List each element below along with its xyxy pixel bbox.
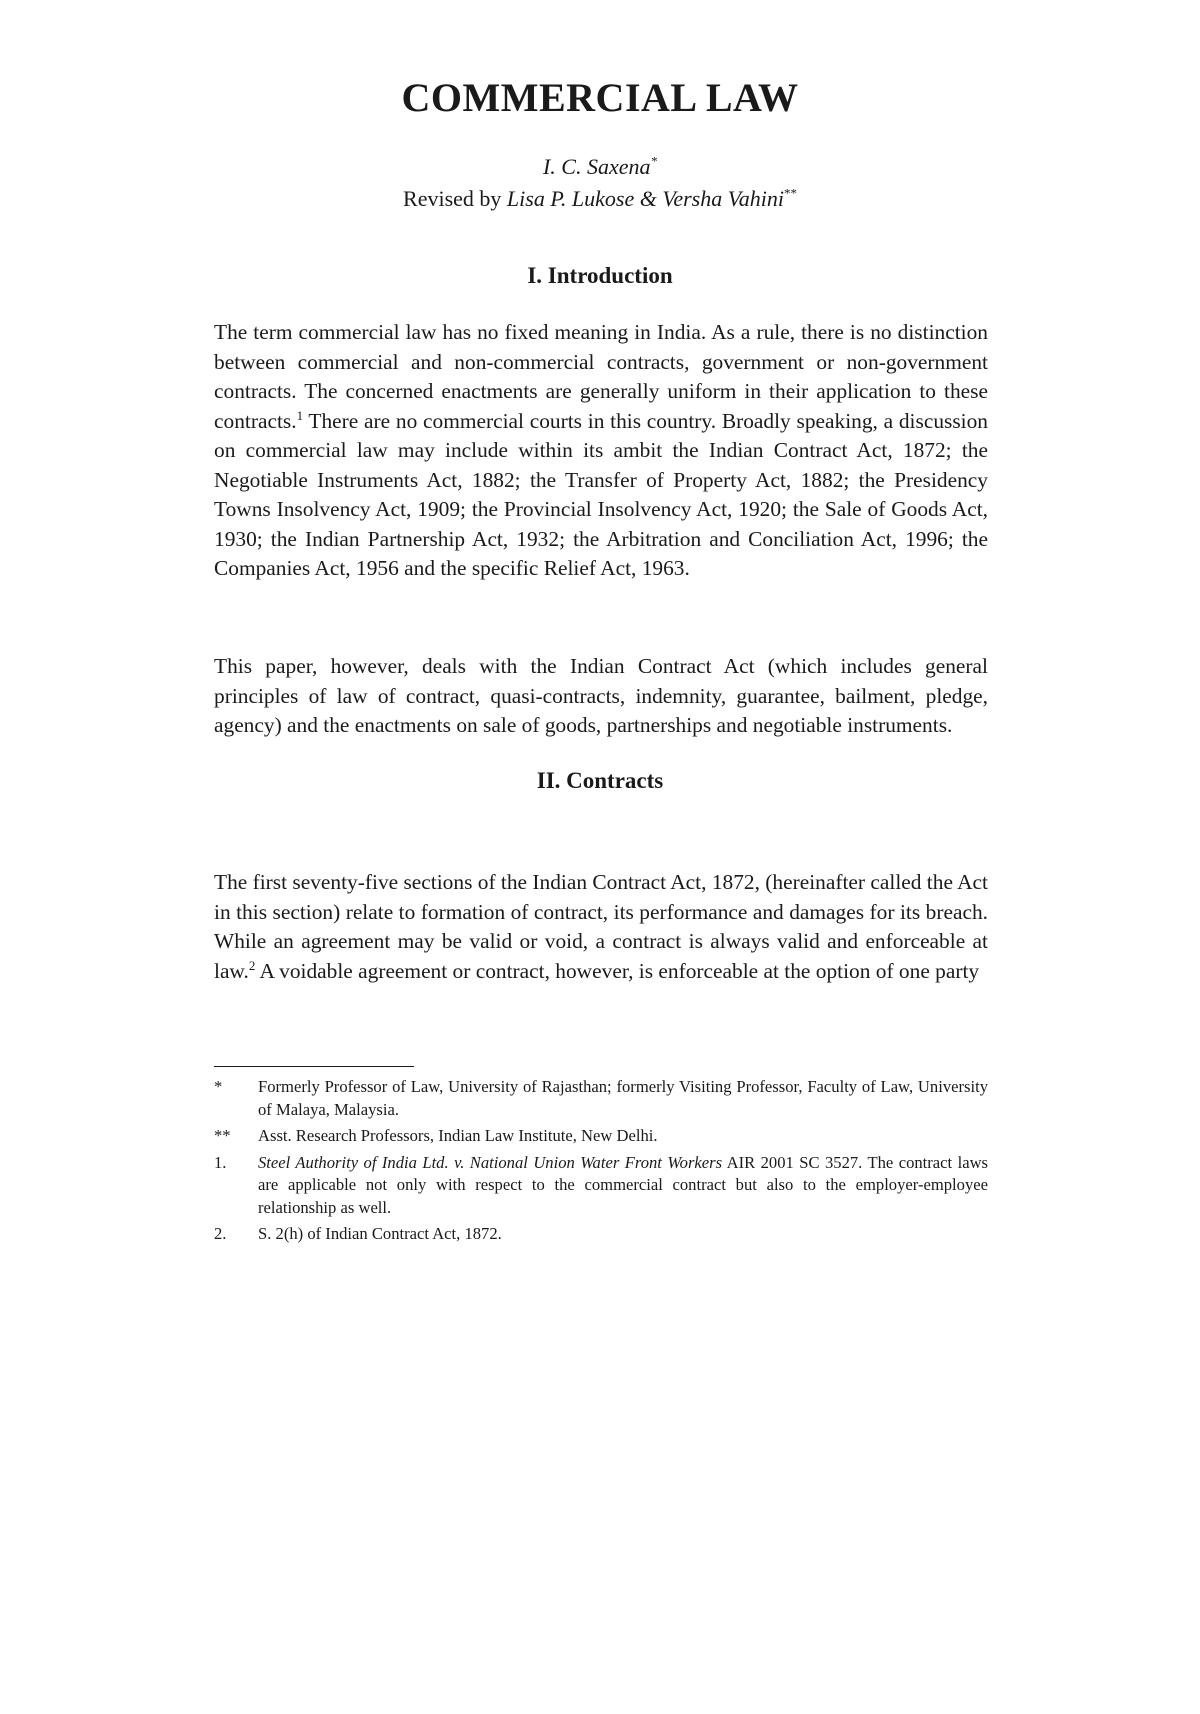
footnote-text: Asst. Research Professors, Indian Law Institute, New Delhi. (258, 1126, 658, 1145)
footnotes (214, 1076, 988, 1250)
introduction-paragraph-1-part-b: There are no commercial courts in this country. Broadly speaking, a discussion on commercial law may include within its ambit the Indian Contract Act, 1872; the Negotiable Instruments Act, 1882; the Transfer of Property Act, 1882; the Presidency Towns Insolvency Act, 1909; the Provincial Insolvency Act, 1920; the Sale of Goods Act, 1930; the Indian Partnership Act, 1932; the Arbitration and Conciliation Act, 1996; the Companies Act, 1956 and the specific Relief Act, 1963. (214, 408, 988, 580)
footnote-item (214, 1125, 988, 1148)
footnote-item (214, 1152, 988, 1220)
section-heading-introduction: I. Introduction (527, 263, 673, 288)
contracts-paragraph-1-part-a: The first seventy-five sections of the Indian Contract Act, 1872, (hereinafter called the Act in this section) relate to formation of contract, its performance and damages for its breach. While an agreement may be valid or void, a contract is always valid and enforceable at law. (214, 870, 988, 983)
footnote-item (214, 1223, 988, 1246)
footnote-mark: 2. (214, 1224, 227, 1243)
contracts-paragraph-1 (214, 868, 988, 986)
footnote-ref-1: 1 (296, 407, 304, 423)
footnote-ref-2: 2 (248, 957, 256, 973)
reviser-names: Lisa P. Lukose & Versha Vahini (506, 186, 784, 211)
introduction-paragraph-1 (214, 318, 988, 584)
footnote-mark: ** (214, 1126, 231, 1145)
reviser-footnote-mark: ** (783, 185, 797, 201)
footnote-text: Formerly Professor of Law, University of Rajasthan; formerly Visiting Professor, Faculty of Law, University of Malaya, Malaysia. (258, 1077, 988, 1119)
introduction-paragraph-1-part-a: The term commercial law has no fixed meaning in India. As a rule, there is no distinction between commercial and non-commercial contracts, government or non-government contracts. The concerned enactments are generally uniform in their application to these contracts. (214, 320, 988, 433)
author-footnote-mark: * (650, 153, 658, 169)
introduction-paragraph-2: This paper, however, deals with the Indian Contract Act (which includes general principles of law of contract, quasi-contracts, indemnity, guarantee, bailment, pledge, agency) and the enactments on sale of goods, partnerships and negotiable instruments. (214, 654, 988, 737)
author-name: I. C. Saxena (542, 154, 651, 179)
revised-by-prefix: Revised by (403, 186, 502, 211)
footnote-mark: 1. (214, 1152, 227, 1172)
contracts-paragraph-1-part-b: A voidable agreement or contract, however, is enforceable at the option of one party (255, 958, 980, 983)
footnote-citation: AIR 2001 SC 3527. The contract laws are applicable not only with respect to the commercial contract but also to the employer-employee relationship as well. (258, 1152, 989, 1217)
page-title: COMMERCIAL LAW (401, 75, 799, 120)
footnote-text (258, 1152, 988, 1220)
footnote-item (214, 1076, 988, 1121)
author-line (0, 154, 1200, 180)
section-heading-contracts: II. Contracts (536, 768, 664, 793)
footnote-text: S. 2(h) of Indian Contract Act, 1872. (258, 1224, 502, 1243)
footnote-divider (214, 1066, 414, 1067)
footnote-case-name: Steel Authority of India Ltd. v. National Union Water Front Workers (258, 1152, 723, 1172)
footnote-mark: * (214, 1077, 223, 1096)
revised-by-line (0, 186, 1200, 212)
